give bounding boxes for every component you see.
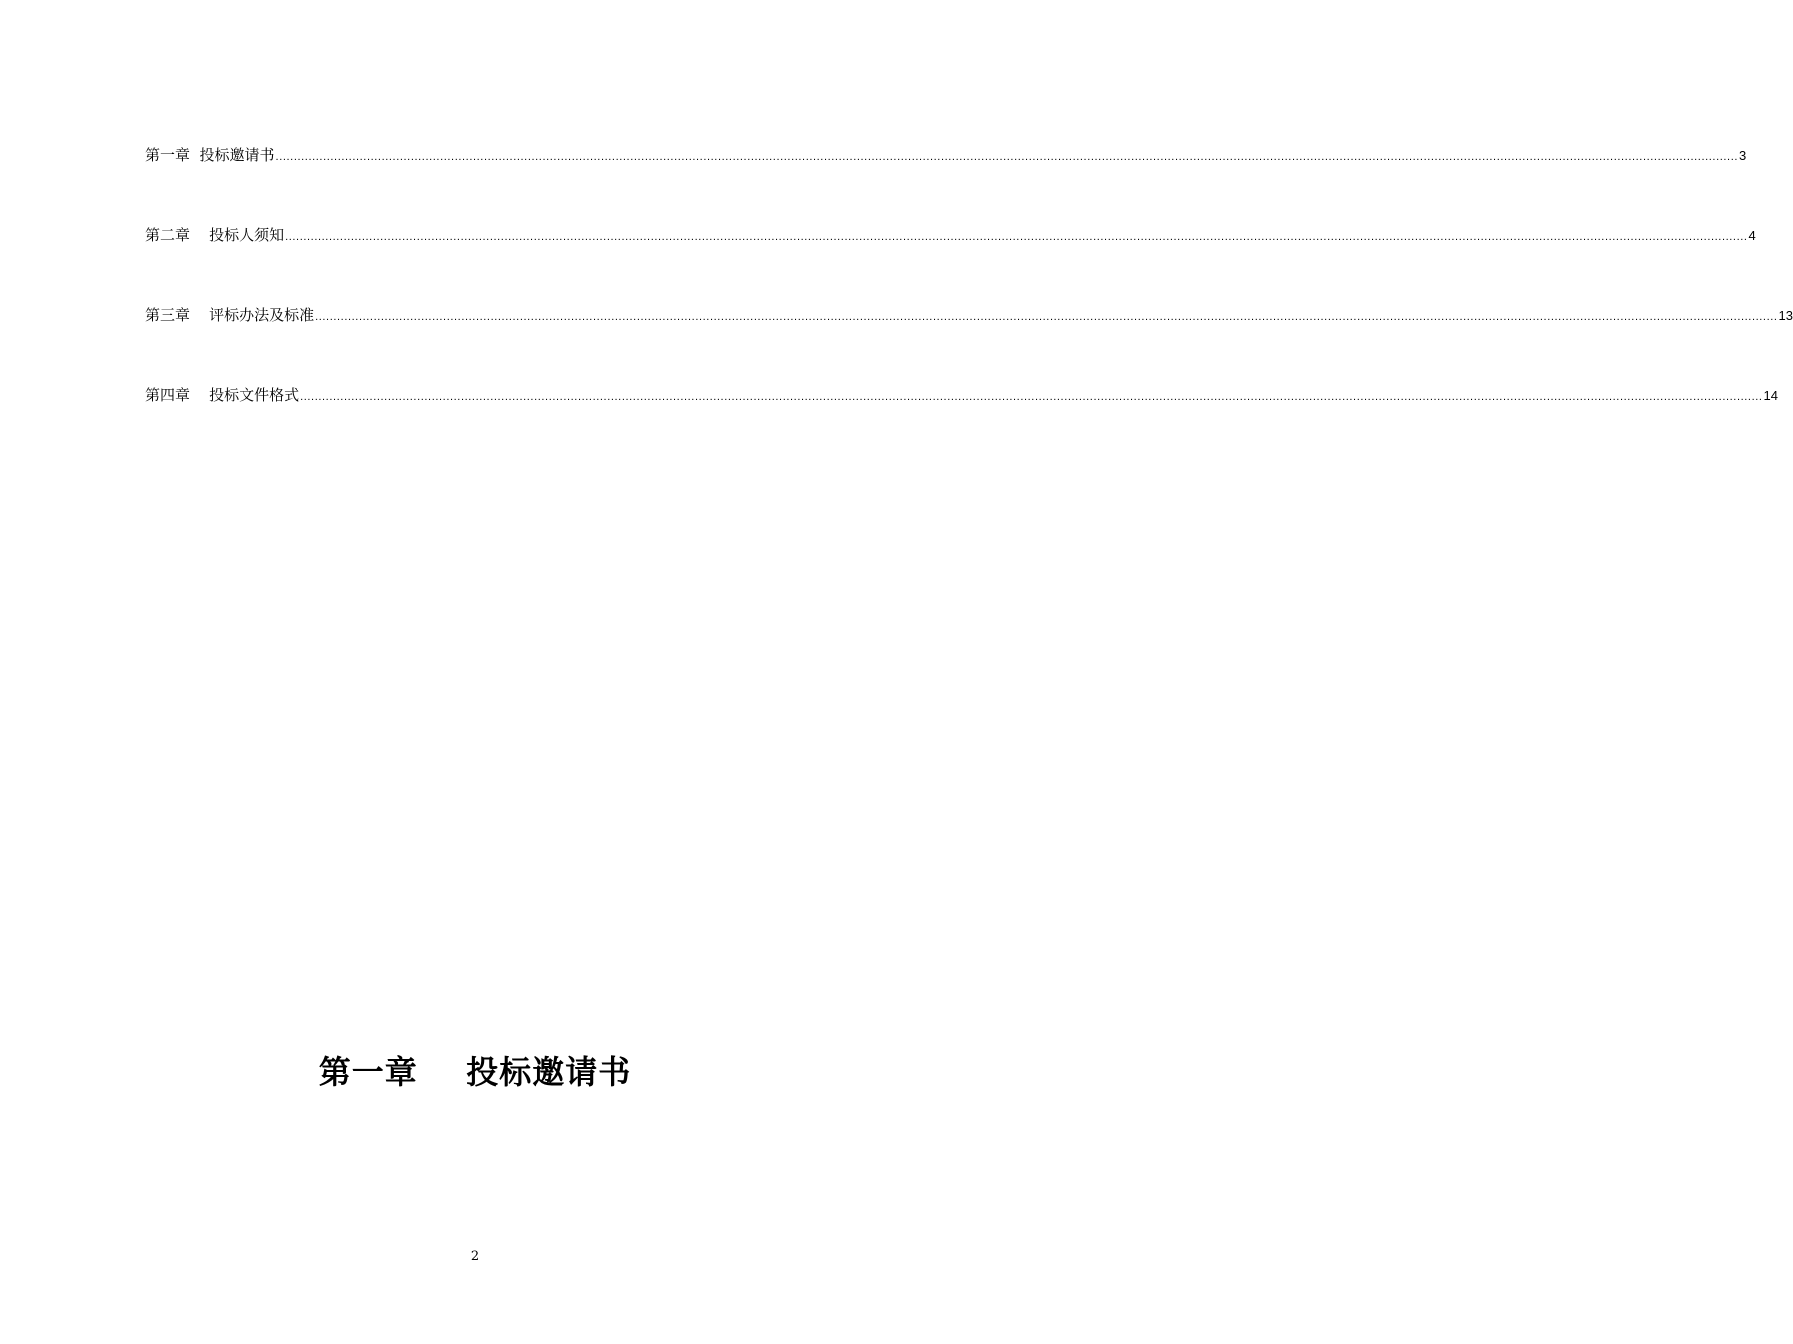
toc-entry-title: 第三章 评标办法及标准 xyxy=(145,306,315,324)
table-of-contents xyxy=(145,143,1793,407)
toc-entry-title: 第二章 投标人须知 xyxy=(145,226,285,244)
toc-entry-page: 3 xyxy=(1739,148,1747,163)
toc-entry-page: 13 xyxy=(1778,308,1793,323)
toc-entry-title: 第四章 投标文件格式 xyxy=(145,386,300,404)
toc-entry[interactable] xyxy=(145,223,1756,247)
chapter-heading: 第一章 投标邀请书 xyxy=(318,1053,632,1091)
toc-entry[interactable] xyxy=(145,303,1793,327)
toc-entry-page: 4 xyxy=(1748,228,1756,243)
toc-dot-leader: ................................................................................................................................................................................................................................................................................................................................................................................................................ xyxy=(285,231,1748,243)
page-number: 2 xyxy=(470,1249,480,1264)
toc-entry[interactable] xyxy=(145,143,1747,167)
toc-dot-leader: ................................................................................................................................................................................................................................................................................................................................................................................................................ xyxy=(275,151,1739,163)
toc-dot-leader: ................................................................................................................................................................................................................................................................................................................................................................................................................ xyxy=(315,311,1778,323)
toc-entry-page: 14 xyxy=(1763,388,1779,403)
toc-dot-leader: ................................................................................................................................................................................................................................................................................................................................................................................................................ xyxy=(300,391,1763,403)
toc-entry-title: 第一章 投标邀请书 xyxy=(145,146,275,164)
toc-entry[interactable] xyxy=(145,383,1779,407)
